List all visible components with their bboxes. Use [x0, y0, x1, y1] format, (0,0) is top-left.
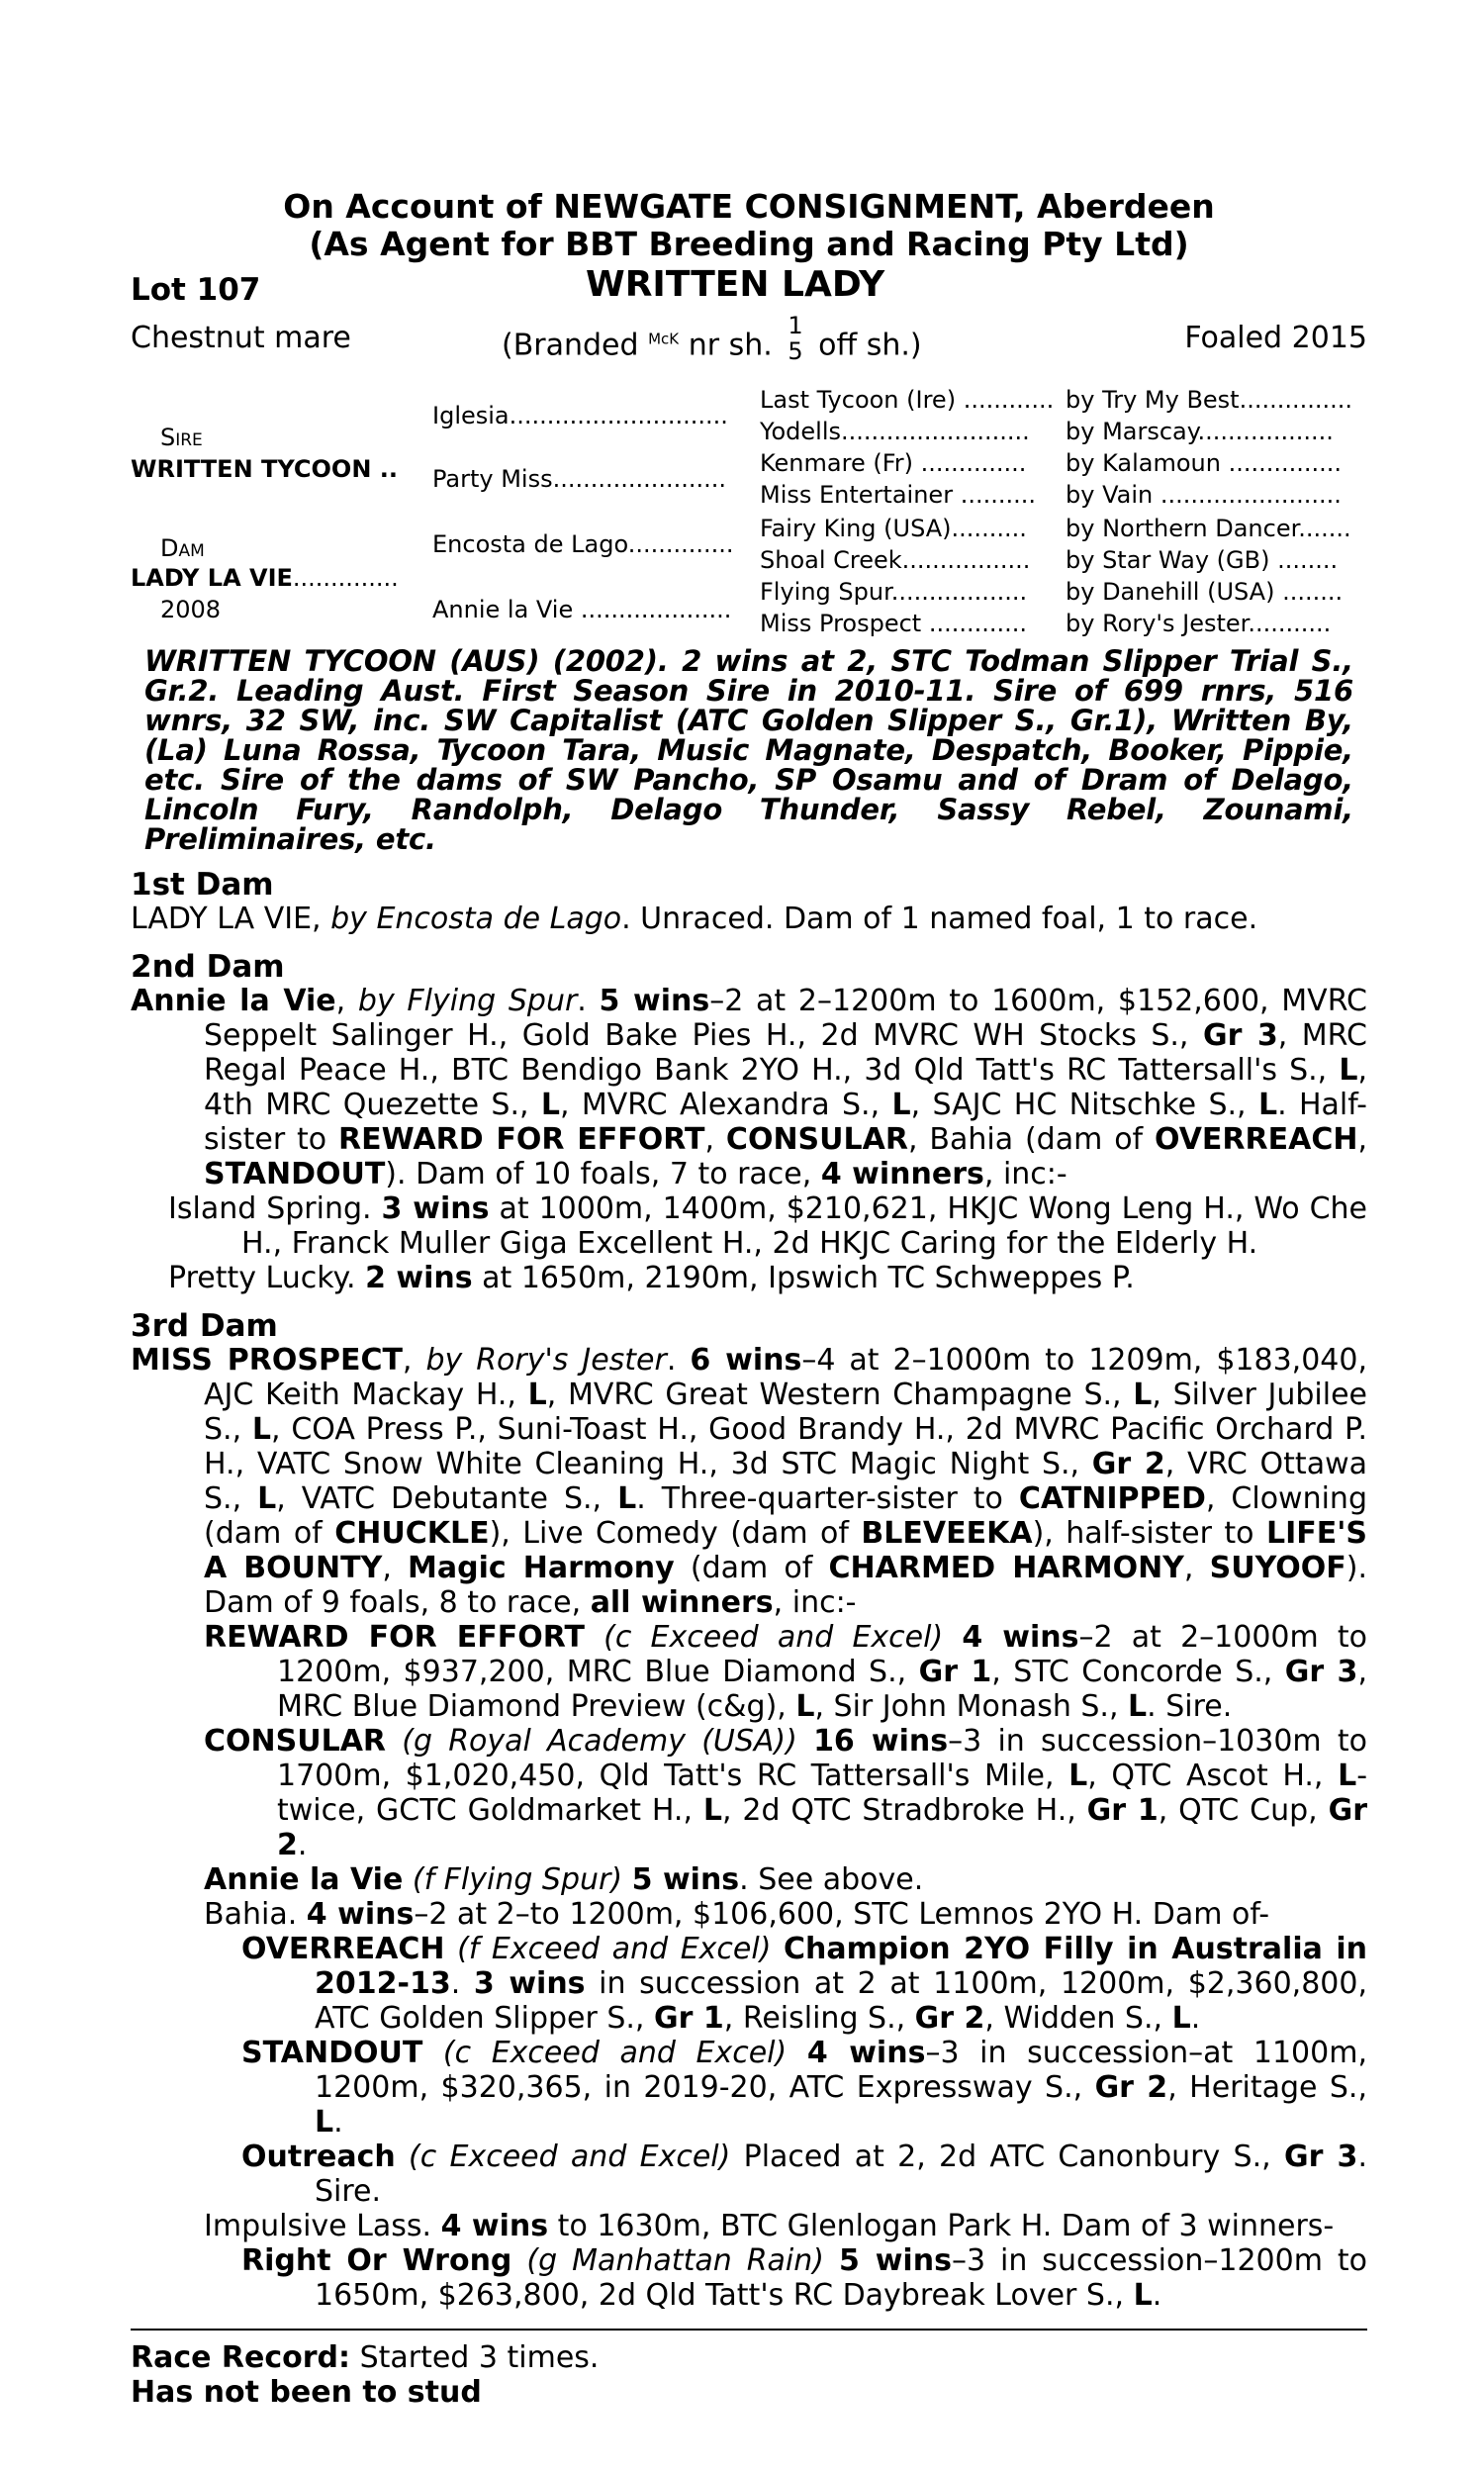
- second-dam-heading: 2nd Dam: [131, 949, 285, 985]
- progeny-reward-for-effort: REWARD FOR EFFORT (c Exceed and Excel) 4 wins–2 at 2–1000m to 1200m, $937,200, MRC Blue Diamond S., Gr 1, STC Concorde S., Gr 3, MRC Blue Diamond Preview (c&g), L, Sir John Monash S., L. Sire.: [204, 1620, 1368, 1724]
- sire-paragraph: WRITTEN TYCOON (AUS) (2002). 2 wins at 2, STC Todman Slipper Trial S., Gr.2. Leading Aust. First Season Sire in 2010-11. Sire of 699 rnrs, 516 wnrs, 32 SW, inc. SW Capitalist (ATC Golden Slipper S., Gr.1), Written By, (La) Luna Rossa, Tycoon Tara, Music Magnate, Despatch, Booker, Pippie, etc. Sire of the dams of SW Pancho, SP Osamu and of Dram of Delago, Lincoln Fury, Randolph, Delago Thunder, Sassy Rebel, Zounami, Preliminaires, etc.: [144, 644, 1353, 856]
- brand-mark: McK: [648, 330, 680, 348]
- gen3-1: Last Tycoon (Ire) ............: [760, 386, 1055, 414]
- sire-name: WRITTEN TYCOON ..: [131, 455, 398, 483]
- gen4-7: by Danehill (USA) ........: [1066, 578, 1344, 606]
- sire-label: Sire: [160, 424, 203, 451]
- second-dam-text: Annie la Vie, by Flying Spur. 5 wins–2 at 2–1200m to 1600m, $152,600, MVRC Seppelt Salinger H., Gold Bake Pies H., 2d MVRC WH Stocks S., Gr 3, MRC Regal Peace H., BTC Bendigo Bank 2YO H., 3d Qld Tatt's RC Tattersall's S., L, 4th MRC Quezette S., L, MVRC Alexandra S., L, SAJC HC Nitschke S., L. Half-sister to REWARD FOR EFFORT, CONSULAR, Bahia (dam of OVERREACH, STANDOUT). Dam of 10 foals, 7 to race, 4 winners, inc:-: [131, 984, 1367, 1191]
- gen4-5: by Northern Dancer.......: [1066, 515, 1351, 542]
- footer-divider: [131, 2329, 1367, 2331]
- progeny-impulsive-lass: Impulsive Lass. 4 wins to 1630m, BTC Glenlogan Park H. Dam of 3 winners-: [204, 2209, 1335, 2243]
- progeny-consular: CONSULAR (g Royal Academy (USA)) 16 wins–3 in succession–1030m to 1700m, $1,020,450, Qld Tatt's RC Tattersall's Mile, L, QTC Ascot H., L-twice, GCTC Goldmarket H., L, 2d QTC Stradbroke H., Gr 1, QTC Cup, Gr 2.: [204, 1724, 1368, 1862]
- stud-status: Has not been to stud: [131, 2375, 482, 2410]
- progeny-standout: STANDOUT (c Exceed and Excel) 4 wins–3 in succession–at 1100m, 1200m, $320,365, in 2019-20, ATC Expressway S., Gr 2, Heritage S., L.: [241, 2036, 1367, 2140]
- progeny-island-spring: Island Spring. 3 wins at 1000m, 1400m, $210,621, HKJC Wong Leng H., Wo Che H., Franck Muller Giga Excellent H., 2d HKJC Caring for the Elderly H.: [168, 1191, 1367, 1261]
- third-dam-text: MISS PROSPECT, by Rory's Jester. 6 wins–4 at 2–1000m to 1209m, $183,040, AJC Keith Mackay H., L, MVRC Great Western Champagne S., L, Silver Jubilee S., L, COA Press P., Suni-Toast H., Good Brandy H., 2d MVRC Pacific Orchard P. H., VATC Snow White Cleaning H., 3d STC Magic Night S., Gr 2, VRC Ottawa S., L, VATC Debutante S., L. Three-quarter-sister to CATNIPPED, Clowning (dam of CHUCKLE), Live Comedy (dam of BLEVEEKA), half-sister to LIFE'S A BOUNTY, Magic Harmony (dam of CHARMED HARMONY, SUYOOF). Dam of 9 foals, 8 to race, all winners, inc:-: [131, 1343, 1368, 1620]
- pedigree-table: [131, 384, 1367, 646]
- gen3-2: Yodells.........................: [760, 418, 1030, 445]
- catalogue-page: [131, 188, 1367, 2410]
- gen3-7: Flying Spur..................: [760, 578, 1028, 606]
- race-record: Race Record: Started 3 times.: [131, 2340, 600, 2375]
- gen4-1: by Try My Best...............: [1066, 386, 1353, 414]
- progeny-right-or-wrong: Right Or Wrong (g Manhattan Rain) 5 wins–3 in succession–1200m to 1650m, $263,800, 2d Qld Tatt's RC Daybreak Lover S., L.: [241, 2243, 1368, 2313]
- dam-label: Dam: [160, 534, 205, 562]
- gen4-4: by Vain ........................: [1066, 481, 1342, 509]
- lot-title-row: [131, 264, 1367, 311]
- dam-dam: Annie la Vie ....................: [432, 596, 732, 623]
- horse-name: WRITTEN LADY: [586, 264, 885, 305]
- agent-line: (As Agent for BBT Breeding and Racing Pty Ltd): [309, 225, 1189, 263]
- progeny-pretty-lucky: Pretty Lucky. 2 wins at 1650m, 2190m, Ipswich TC Schweppes P.: [168, 1261, 1135, 1295]
- sire-dam: Party Miss.......................: [432, 465, 727, 493]
- horse-description: Chestnut mare: [131, 321, 351, 355]
- gen4-8: by Rory's Jester...........: [1066, 610, 1332, 637]
- progeny-outreach: Outreach (c Exceed and Excel) Placed at 2, 2d ATC Canonbury S., Gr 3. Sire.: [241, 2140, 1367, 2209]
- gen4-2: by Marscay..................: [1066, 418, 1334, 445]
- gen3-3: Kenmare (Fr) ..............: [760, 449, 1027, 477]
- sire-sire: Iglesia.............................: [432, 402, 728, 429]
- dam-name-row: LADY LA VIE..............: [131, 564, 399, 592]
- gen4-3: by Kalamoun ...............: [1066, 449, 1343, 477]
- dam-year: 2008: [160, 596, 222, 623]
- consignor-line: On Account of NEWGATE CONSIGNMENT, Aberdeen: [283, 187, 1215, 226]
- lot-details-row: [131, 311, 1367, 366]
- gen3-6: Shoal Creek.................: [760, 546, 1031, 574]
- progeny-bahia: Bahia. 4 wins–2 at 2–to 1200m, $106,600, STC Lemnos 2YO H. Dam of-: [204, 1897, 1270, 1932]
- brand-fraction: 1 5: [788, 312, 803, 365]
- first-dam-text: LADY LA VIE, by Encosta de Lago. Unraced. Dam of 1 named foal, 1 to race.: [131, 902, 1258, 936]
- gen3-5: Fairy King (USA)..........: [760, 515, 1027, 542]
- third-dam-heading: 3rd Dam: [131, 1308, 278, 1344]
- foaled-year: Foaled 2015: [1184, 321, 1367, 355]
- first-dam-heading: 1st Dam: [131, 867, 274, 903]
- gen4-6: by Star Way (GB) ........: [1066, 546, 1339, 574]
- progeny-overreach: OVERREACH (f Exceed and Excel) Champion 2YO Filly in Australia in 2012-13. 3 wins in succession at 2 at 1100m, 1200m, $2,360,800, ATC Golden Slipper S., Gr 1, Reisling S., Gr 2, Widden S., L.: [241, 1932, 1367, 2036]
- progeny-annie-la-vie: Annie la Vie (f Flying Spur) 5 wins. See above.: [204, 1862, 924, 1897]
- gen3-4: Miss Entertainer ..........: [760, 481, 1036, 509]
- dam-sire: Encosta de Lago..............: [432, 530, 734, 558]
- lot-number: Lot 107: [131, 272, 261, 308]
- brand-info: (Branded $^{McK}$ nr sh. 1 5 off sh.): [502, 312, 922, 365]
- gen3-8: Miss Prospect .............: [760, 610, 1027, 637]
